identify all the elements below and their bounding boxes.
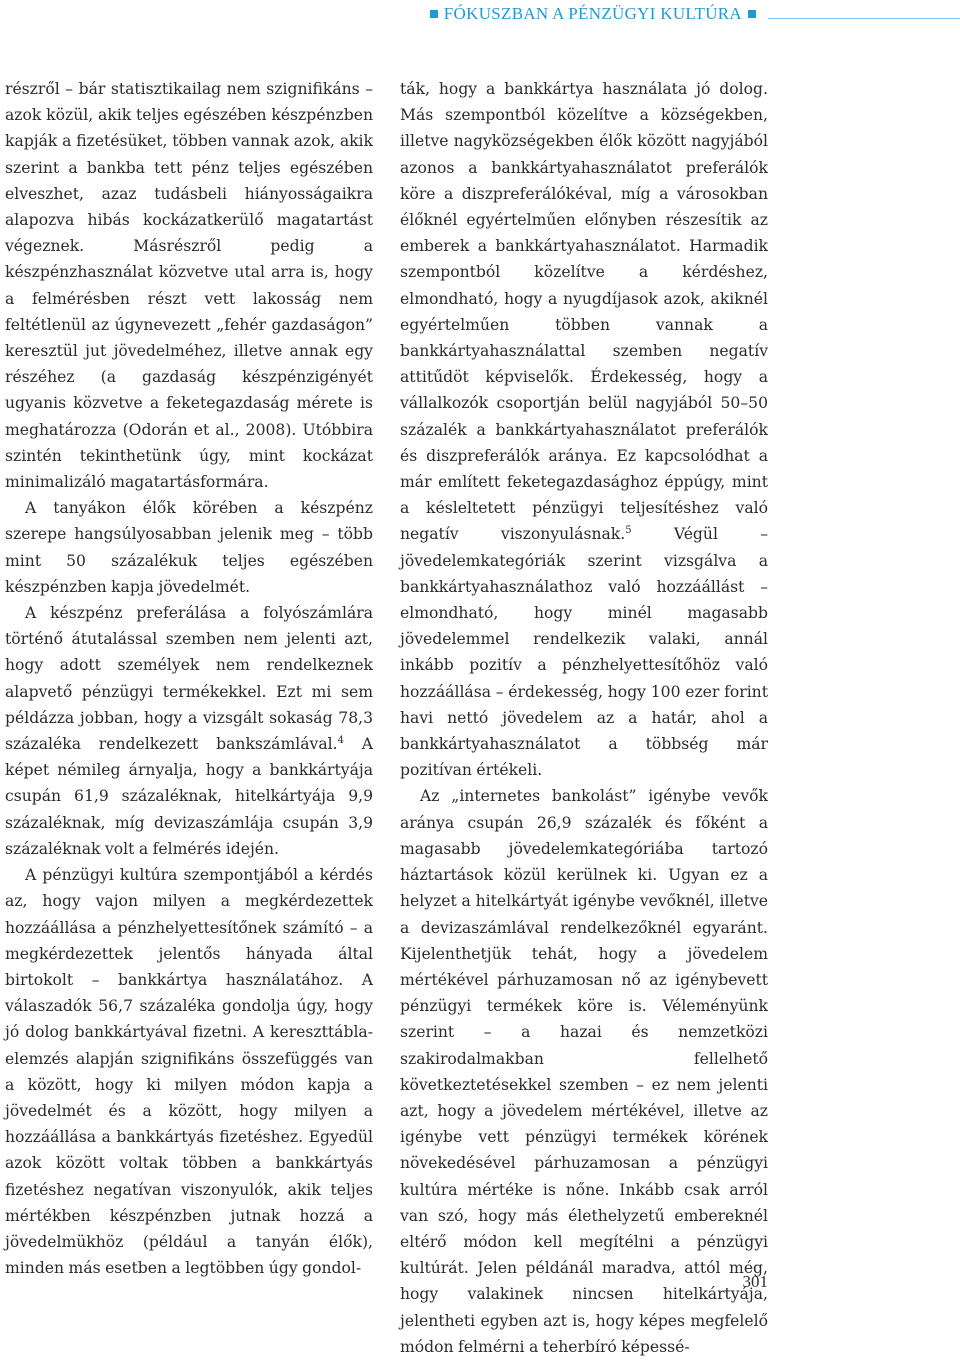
paragraph xyxy=(5,600,373,862)
page-number: 301 xyxy=(742,1272,768,1291)
square-bullet-icon xyxy=(430,10,438,18)
right-column xyxy=(400,76,768,1360)
paragraph-text: A készpénz preferálása a folyószámlára történő átutalással szemben nem jelenti azt, hogy adott személyek nem rendelkeznek alapvető pénzügyi termékekkel. Ezt mi sem példázza jobban, hogy a vizsgált sokaság 78,3 százaléka rendelkezett bankszámlával. xyxy=(5,604,373,754)
paragraph: részről – bár statisztikailag nem szignifikáns – azok közül, akik teljes egészében készpénzben kapják a fizetésüket, többen vannak azok, akik szerint a bankba tett pénz teljes egészében elveszhet, azaz tudásbeli hiányosságaikra alapozva hibás kockázatkerülő magatartást végeznek. Másrészről pedig a készpénzhasználat közvetve utal arra is, hogy a felmérésben részt vett lakosság nem feltétlenül az úgynevezett „fehér gazdaságon” keresztül jut jövedelméhez, illetve annak egy részéhez (a gazdaság készpénzigényét ugyanis közvetve a feketegazdaság mérete is meghatározza (Odorán et al., 2008). Utóbbira szintén tekinthetünk úgy, mint kockázat minimalizáló magatartásformára. xyxy=(5,80,373,492)
paragraph: A tanyákon élők körében a készpénz szerepe hangsúlyosabban jelenik meg – több mint 50 százalékuk teljes egészében készpénzben kapja jövedelmét. xyxy=(5,499,373,596)
section-title-text: FÓKUSZBAN A PÉNZÜGYI KULTÚRA xyxy=(443,4,742,23)
running-header xyxy=(0,4,960,28)
paragraph-text: ták, hogy a bankkártya használata jó dolog. Más szempontból közelítve a községekben, illetve nagyközségekben élők között nagyjából azonos a bankkártyahasználatot preferálók köre a diszpreferálókéval, míg a városokban élőknél egyértelműen előnyben részesítik az emberek a bankkártyahasználatot. Harmadik szempontból közelítve a kérdéshez, elmondható, hogy a nyugdíjasok azok, akiknél egyértelműen többen vannak a bankkártyahasználattal szemben negatív attitűdöt képviselők. Érdekesség, hogy a vállalkozók csoportján belül nagyjából 50–50 százalék a bankkártyahasználatot preferálók és diszpreferálók aránya. Ez kapcsolódhat a már említett feketegazdasághoz éppúgy, mint a késleltetett pénzügyi teljesítéshez való negatív viszonyulásnak. xyxy=(400,80,768,544)
paragraph-text: Végül – jövedelemkategóriák szerint vizsgálva a bankkártyahasználathoz való hozzáállást – elmondható, hogy minél magasabb jövedelemmel rendelkezik valaki, annál inkább pozitív a pénzhelyettesítőhöz való hozzáállása – érdekesség, hogy 100 ezer forint havi nettó jövedelem az a határ, ahol a bankkártyahasználatot a többség már pozitívan értékeli. xyxy=(400,525,768,780)
footnote-ref[interactable]: 4 xyxy=(337,735,344,747)
section-title xyxy=(424,4,762,24)
header-rule xyxy=(768,18,960,19)
square-bullet-icon xyxy=(748,10,756,18)
paragraph: A pénzügyi kultúra szempontjából a kérdés az, hogy vajon milyen a megkérdezettek hozzáállása a pénzhelyettesítőnek számító – a megkérdezettek jelentős hányada által birtokolt – bankkártya használatához. A válaszadók 56,7 százaléka gondolja úgy, hogy jó dolog bankkártyával fizetni. A kereszttábla-elemzés alapján szignifikáns összefüggés van a között, hogy ki milyen módon kapja a jövedelmét és a között, hogy milyen a hozzáállása a bankkártyás fizetéshez. Egyedül azok között voltak többen a bankkártyás fizetéshez negatívan viszonyulók, akik teljes mértékben készpénzben jutnak hozzá a jövedelmükhöz (például a tanyán élők), minden más esetben a legtöbben úgy gondol- xyxy=(5,866,373,1278)
footnote-ref[interactable]: 5 xyxy=(625,525,632,537)
paragraph xyxy=(400,76,768,783)
paragraph-text: A képet némileg árnyalja, hogy a bankkártyája csupán 61,9 százaléknak, hitelkártyája 9,9 százaléknak, míg devizaszámlája csupán 3,9 százaléknak volt a felmérés idején. xyxy=(5,735,374,858)
paragraph: Az „internetes bankolást” igénybe vevők aránya csupán 26,9 százalék és főként a magasabb jövedelemkategóriába tartozó háztartások közül kerülnek ki. Ugyan ez a helyzet a hitelkártyát igénybe vevőknél, illetve a devizaszámlával rendelkezőknél egyaránt. Kijelenthetjük tehát, hogy a jövedelem mértékével párhuzamosan nő az igénybevett pénzügyi termékek köre is. Véleményünk szerint – a hazai és nemzetközi szakirodalmakban fellelhető következtetésekkel szemben – ez nem jelenti azt, hogy a jövedelem mértékével, illetve az igénybe vett pénzügyi termékek körének növekedésével párhuzamosan a pénzügyi kultúra mértéke is nőne. Inkább csak arról van szó, hogy más élethelyzetű embereknél eltérő módon kell megítélni a pénzügyi kultúrát. Jelen példánál maradva, attól még, hogy valakinek nincsen hitelkártyája, jelentheti egyben azt is, hogy képes megfelelő módon felmérni a teherbíró képessé- xyxy=(400,787,768,1356)
left-column xyxy=(5,76,373,1281)
